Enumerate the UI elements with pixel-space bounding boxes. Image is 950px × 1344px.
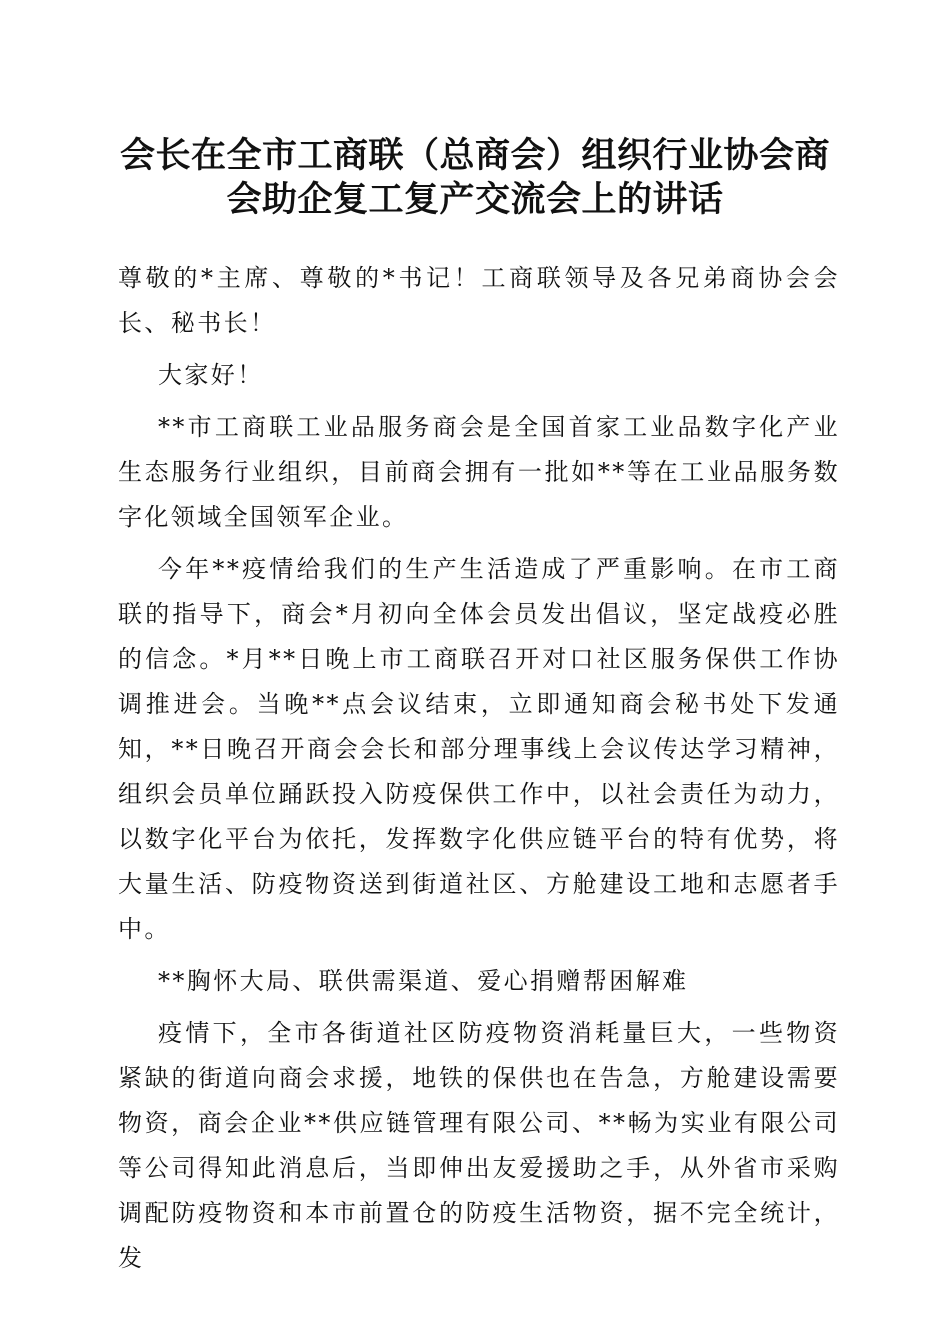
body-paragraph: **市工商联工业品服务商会是全国首家工业品数字化产业生态服务行业组织，目前商会拥有一批如**等在工业品服务数字化领域全国领军企业。 [118, 413, 840, 531]
title-line-1: 会长在全市工商联（总商会）组织行业协会商 [119, 135, 830, 176]
salutation-paragraph: 尊敬的*主席、尊敬的*书记！工商联领导及各兄弟商协会会长、秘书长！ [118, 264, 840, 337]
body-paragraph: 今年**疫情给我们的生产生活造成了严重影响。在市工商联的指导下，商会*月初向全体会员发出倡议，坚定战疫必胜的信念。*月**日晚上市工商联召开对口社区服务保供工作协调推进会。当晚**点会议结束，立即通知商会秘书处下发通知，**日晚召开商会会长和部分理事线上会议传达学习精神，组织会员单位踊跃投入防疫保供工作中，以社会责任为动力，以数字化平台为依托，发挥数字化供应链平台的特有优势，将大量生活、防疫物资送到街道社区、方舱建设工地和志愿者手中。 [118, 555, 840, 943]
title-line-2: 会助企复工复产交流会上的讲话 [226, 179, 724, 220]
section-heading: **胸怀大局、联供需渠道、爱心捐赠帮困解难 [158, 967, 689, 995]
greeting-paragraph: 大家好！ [158, 361, 264, 389]
body-paragraph: 疫情下，全市各街道社区防疫物资消耗量巨大，一些物资紧缺的街道向商会求援，地铁的保供也在告急，方舱建设需要物资，商会企业**供应链管理有限公司、**畅为实业有限公司等公司得知此消息后，当即伸出友爱援助之手，从外省市采购调配防疫物资和本市前置仓的防疫生活物资，据不完全统计，发 [118, 1019, 840, 1272]
document-title [100, 134, 850, 222]
document-body [118, 256, 840, 1288]
